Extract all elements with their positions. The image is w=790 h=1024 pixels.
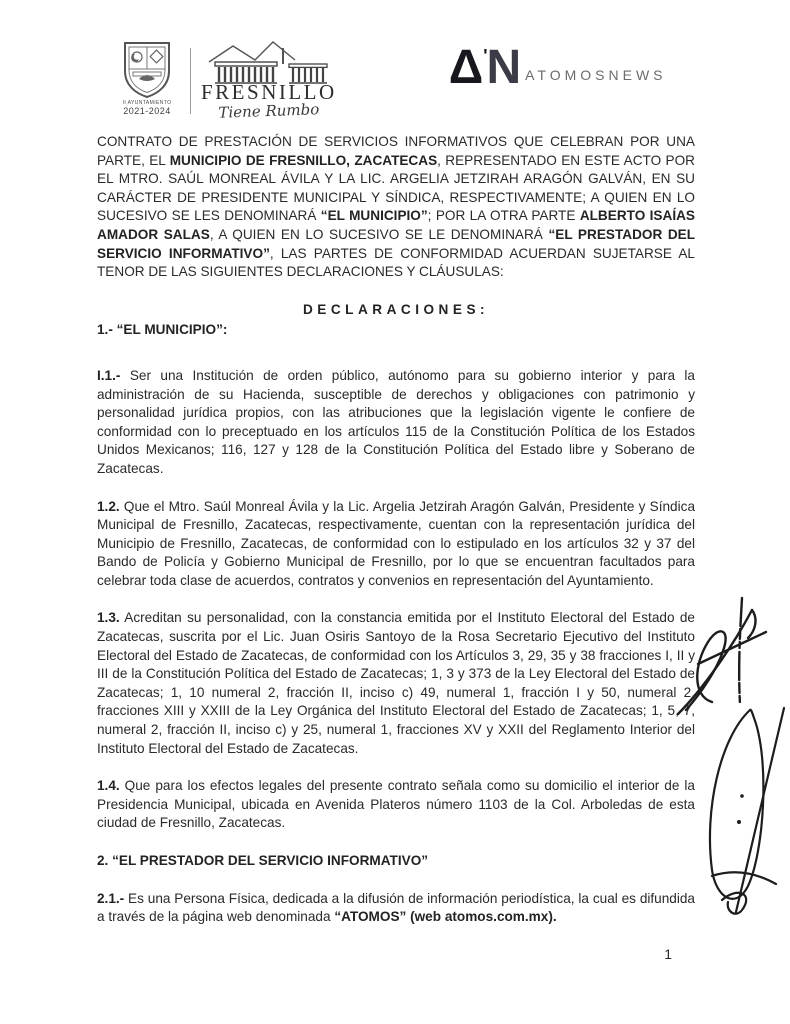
clause-i1: [97, 367, 695, 479]
intro-text-2: , REPRESENTADO EN ESTE ACTO POR EL MTRO. SAÚL MONREAL ÁVILA Y LA LIC. ARGELIA JETZIRAH ARAGÓN GALVÁN, EN SU CARÁCTER DE PRESIDENTE MUNICIPAL Y SÍNDICA, RESPECTIVAMENTE; A QUIEN EN LO SUCESIVO SE LES DENOMINARÁ: [97, 152, 695, 224]
monogram-apostrophe: ': [483, 46, 486, 66]
clause-1-3: [97, 609, 695, 758]
clause-1-4: [97, 777, 695, 833]
crest-years: 2021-2024: [123, 106, 171, 117]
clause-2-1-text: Es una Persona Física, dedicada a la difusión de información periodística, la cual es difundida a través de la página web denominada: [97, 890, 695, 925]
clause-1-2-label: 1.2.: [97, 498, 120, 514]
intro-text-1: CONTRATO DE PRESTACIÓN DE SERVICIOS INFORMATIVOS QUE CELEBRAN POR UNA PARTE, EL: [97, 134, 695, 168]
fresnillo-building-icon: [201, 40, 337, 84]
clause-1-3-label: 1.3.: [97, 610, 120, 626]
header-logos: [112, 38, 695, 120]
intro-bold-prestador-servicio: “EL PRESTADOR DEL SERVICIO INFORMATIVO”: [97, 226, 696, 261]
fresnillo-logo: [201, 40, 337, 120]
clause-i1-label: I.1.-: [97, 367, 121, 383]
page-number: 1: [664, 946, 672, 962]
logo-divider: [190, 48, 191, 114]
clause-2-1: [97, 890, 695, 927]
clause-i1-text: Ser una Institución de orden público, autónomo para su gobierno interior y para la administración de su Hacienda, susceptible de derechos y obligaciones con patrimonio y personalidad jurídica propios, con las atribuciones que la legislación vigente le confiere de conformidad con lo preceptuado en los artículos 115 de la Constitución Política de los Estados Unidos Mexicanos; 116, 127 y 128 de la Constitución Política del Estado libre y Soberano de Zacatecas.: [97, 367, 695, 476]
atomosnews-wordmark: ATOMOSNEWS: [525, 66, 667, 83]
intro-bold-el-municipio: “EL MUNICIPIO”: [320, 208, 428, 224]
crest-caption: II AYUNTAMIENTO: [122, 100, 172, 107]
monogram-delta: Δ: [448, 41, 482, 94]
coat-of-arms-icon: [112, 41, 182, 99]
clause-2-1-bold-atomos: “ATOMOS” (web atomos.com.mx).: [334, 909, 557, 925]
intro-bold-prestador-nombre: ALBERTO ISAÍAS AMADOR SALAS: [97, 208, 695, 242]
clause-1-4-label: 1.4.: [97, 778, 120, 794]
atomosnews-monogram-icon: [448, 41, 520, 94]
intro-text-5: , LAS PARTES DE CONFORMIDAD ACUERDAN SUJETARSE AL TENOR DE LAS SIGUIENTES DECLARACIONES Y CLÁUSULAS:: [97, 245, 695, 280]
atomosnews-logo: [448, 41, 667, 94]
fresnillo-wordmark: FRESNILLO: [201, 80, 337, 104]
section2-title: 2. “EL PRESTADOR DEL SERVICIO INFORMATIVO”: [97, 853, 429, 868]
intro-paragraph: [97, 133, 695, 282]
section1-title: 1.- “EL MUNICIPIO”:: [97, 322, 228, 338]
signature-mark-2: [692, 700, 790, 928]
clause-1-3-text: Acreditan su personalidad, con la constancia emitida por el Instituto Electoral del Estado de Zacatecas, suscrita por el Lic. Juan Osiris Santoyo de la Rosa Secretario Ejecutivo del Instituto Electoral del Estado de Zacatecas, de conformidad con los Artículos 3, 29, 35 y 38 fracciones I, II y III de la Constitución Política del Estado de Zacatecas; 1, 3 y 373 de la Ley Electoral del Estado de Zacatecas; 1, 10 numeral 2, fracción II, inciso c) 49, numeral 1, fracción I y 50, numeral 2, fracciones XIII y XXIII de la Ley Orgánica del Instituto Electoral del Estado de Zacatecas; 1, 5, 7, numeral 2, fracción II, inciso c) y 25, numeral 1, fracciones XV y XXII del Reglamento Interior del Instituto Electoral del Estado de Zacatecas.: [97, 610, 695, 756]
document-body: [97, 133, 695, 946]
municipality-logo: [112, 38, 337, 120]
monogram-n: N: [486, 41, 520, 94]
declaraciones-heading: DECLARACIONES:: [302, 301, 490, 317]
clause-2-1-label: 2.1.-: [97, 890, 125, 906]
intro-text-3: ; POR LA OTRA PARTE: [427, 208, 580, 224]
clause-1-2: [97, 498, 695, 591]
fresnillo-coat-of-arms: [112, 41, 182, 116]
fresnillo-tagline: Tiene Rumbo: [218, 100, 320, 122]
intro-bold-municipio-fresnillo: MUNICIPIO DE FRESNILLO, ZACATECAS: [169, 152, 438, 168]
spacer: [97, 359, 695, 367]
intro-text-4: , A QUIEN EN LO SUCESIVO SE LE DENOMINARÁ: [209, 226, 549, 242]
clause-1-4-text: Que para los efectos legales del presente contrato señala como su domicilio el interior de la Presidencia Municipal, ubicada en Avenida Plateros número 1103 de la Col. Arboledas de esta ciudad de Fresnillo, Zacatecas.: [97, 778, 695, 831]
clause-1-2-text: Que el Mtro. Saúl Monreal Ávila y la Lic. Argelia Jetzirah Aragón Galván, Presidente y Síndica Municipal de Fresnillo, Zacatecas, respectivamente, cuentan con la representación jurídica del Municipio de Fresnillo, Zacatecas, de conformidad con lo estipulado en los artículos 32 y 37 del Bando de Policía y Gobierno Municipal de Fresnillo, por lo que se encuentran facultados para celebrar toda clase de acuerdos, contratos y convenios en representación del Ayuntamiento.: [97, 498, 695, 588]
